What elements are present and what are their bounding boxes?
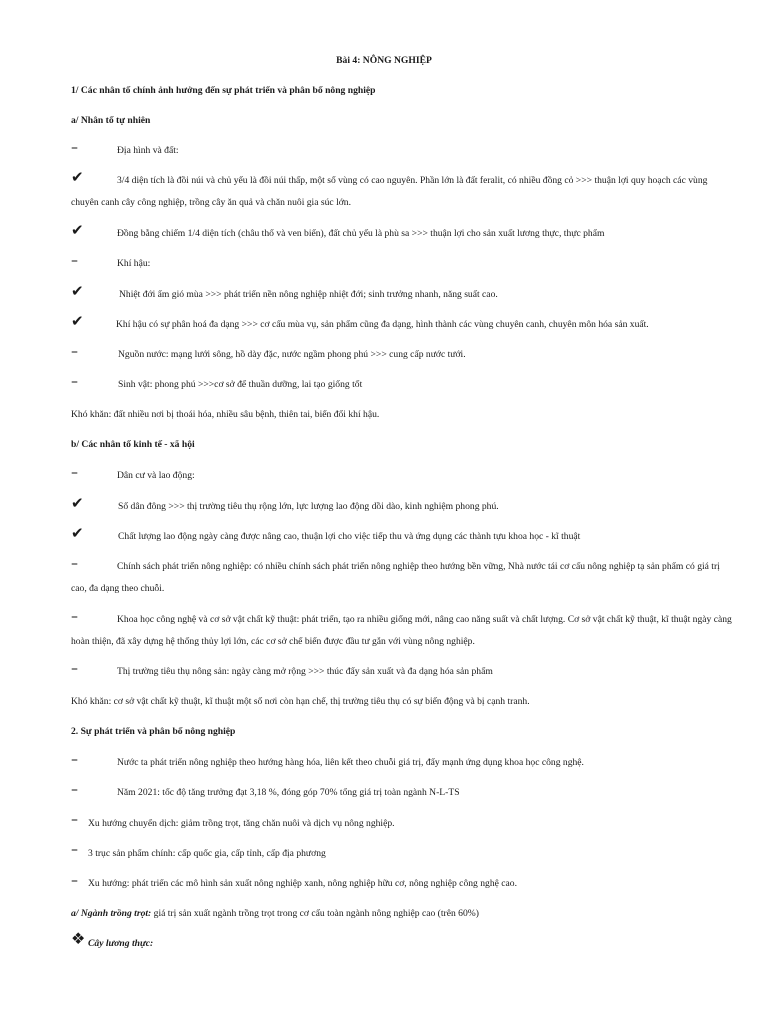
dash-bullet-icon: – — [71, 782, 78, 798]
subsection-a-heading: a/ Nhân tố tự nhiên — [71, 115, 151, 126]
dash-bullet-icon: – — [71, 873, 78, 889]
checkmark-bullet-icon: ✔ — [71, 524, 84, 542]
dash-bullet-icon: – — [71, 812, 78, 828]
list-item: Chính sách phát triển nông nghiệp: có nhiều chính sách phát triển nông nghiệp theo hướng bền vững, Nhà nước tái cơ cấu nông nghiệp tạ sản phẩm có giá trị — [117, 561, 720, 572]
dash-bullet-icon: – — [71, 465, 78, 481]
difficulty-note: Khó khăn: đất nhiều nơi bị thoái hóa, nhiều sâu bệnh, thiên tai, biến đổi khí hậu. — [71, 409, 380, 420]
dash-bullet-icon: – — [71, 842, 78, 858]
section-2-heading: 2. Sự phát triển và phân bố nông nghiệp — [71, 726, 236, 737]
checkmark-bullet-icon: ✔ — [71, 494, 84, 512]
list-item: Chất lượng lao động ngày càng được nâng cao, thuận lợi cho việc tiếp thu và ứng dụng các thành tựu khoa học - kĩ thuật — [118, 531, 581, 542]
list-item: Nguồn nước: mạng lưới sông, hồ dày đặc, nước ngầm phong phú >>> cung cấp nước tưới. — [118, 349, 466, 360]
crop-category-label: Cây lương thực: — [88, 938, 154, 949]
section-1-heading: 1/ Các nhân tố chính ảnh hưởng đến sự phát triển và phân bố nông nghiệp — [71, 85, 376, 96]
checkmark-bullet-icon: ✔ — [71, 168, 84, 186]
dash-bullet-icon: – — [71, 140, 78, 156]
crop-sector-text: giá trị sản xuất ngành trồng trọt trong cơ cấu toàn ngành nông nghiệp cao (trên 60%) — [151, 908, 479, 919]
list-item: Thị trường tiêu thụ nông sản: ngày càng mở rộng >>> thúc đẩy sản xuất và đa dạng hóa sản phẩm — [117, 666, 493, 677]
list-item: Nước ta phát triển nông nghiệp theo hướng hàng hóa, liên kết theo chuỗi giá trị, đẩy mạnh ứng dụng khoa học công nghệ. — [117, 757, 584, 768]
list-item-continuation: cao, đa dạng theo chuỗi. — [71, 583, 165, 594]
dash-bullet-icon: – — [71, 253, 78, 269]
list-item: Sinh vật: phong phú >>>cơ sở để thuần dưỡng, lai tạo giống tốt — [118, 379, 363, 390]
dash-bullet-icon: – — [71, 609, 78, 625]
dash-bullet-icon: – — [71, 661, 78, 677]
crop-sector-line — [71, 908, 722, 920]
dash-bullet-icon: – — [71, 344, 78, 360]
list-item: Khoa học công nghệ và cơ sở vật chất kỹ thuật: phát triển, tạo ra nhiều giống mới, nâng cao năng suất và chất lượng. Cơ sở vật chất kỹ thuật, kĩ thuật ngày càng — [117, 614, 732, 625]
dash-bullet-icon: – — [71, 752, 78, 768]
checkmark-bullet-icon: ✔ — [71, 221, 84, 239]
list-item: Nhiệt đới ẩm gió mùa >>> phát triển nền nông nghiệp nhiệt đới; sinh trưởng nhanh, năng suất cao. — [119, 289, 498, 300]
list-item: Xu hướng: phát triển các mô hình sản xuất nông nghiệp xanh, nông nghiệp hữu cơ, nông nghiệp công nghệ cao. — [88, 878, 517, 889]
list-item: 3/4 diện tích là đồi núi và chủ yếu là đồi núi thấp, một số vùng có cao nguyên. Phần lớn là đất feralit, có nhiều đồng cỏ >>> thuận lợi quy hoạch các vùng — [117, 175, 708, 186]
diamond-bullet-icon: ❖ — [71, 929, 86, 948]
dash-bullet-icon: – — [71, 556, 78, 572]
difficulty-note: Khó khăn: cơ sở vật chất kỹ thuật, kĩ thuật một số nơi còn hạn chế, thị trường tiêu thụ có sự biến động và bị cạnh tranh. — [71, 696, 530, 707]
dash-bullet-icon: – — [71, 374, 78, 390]
page-title: Bài 4: NÔNG NGHIỆP — [336, 55, 432, 66]
list-item-continuation: hoàn thiện, đã xây dựng hệ thống thủy lợi lớn, các cơ sở chế biến được đầu tư gắn với vùng nông nghiệp. — [71, 636, 475, 647]
list-item: Số dân đông >>> thị trường tiêu thụ rộng lớn, lực lượng lao động dồi dào, kinh nghiệm phong phú. — [118, 501, 499, 512]
checkmark-bullet-icon: ✔ — [71, 312, 84, 330]
list-item: Khí hậu có sự phân hoá đa dạng >>> cơ cấu mùa vụ, sản phẩm cũng đa dạng, hình thành các vùng chuyên canh, chuyên môn hóa sản xuất. — [116, 319, 649, 330]
list-item: Xu hướng chuyển dịch: giảm trồng trọt, tăng chăn nuôi và dịch vụ nông nghiệp. — [88, 818, 395, 829]
subsection-b-heading: b/ Các nhân tố kinh tế - xã hội — [71, 439, 195, 450]
list-item: 3 trục sản phẩm chính: cấp quốc gia, cấp tỉnh, cấp địa phương — [88, 848, 326, 859]
list-item: Năm 2021: tốc độ tăng trưởng đạt 3,18 %, đóng góp 70% tổng giá trị toàn ngành N-L-TS — [117, 787, 460, 798]
list-item: Địa hình và đất: — [117, 145, 179, 156]
crop-sector-label: a/ Ngành trồng trọt: — [71, 908, 152, 919]
checkmark-bullet-icon: ✔ — [71, 282, 84, 300]
list-item: Đồng bằng chiếm 1/4 diện tích (châu thổ và ven biển), đất chủ yếu là phù sa >>> thuận lợi cho sản xuất lương thực, thực phẩm — [117, 228, 605, 239]
list-item: Khí hậu: — [117, 258, 151, 269]
list-item: Dân cư và lao động: — [117, 470, 195, 481]
list-item-continuation: chuyên canh cây công nghiệp, trồng cây ăn quả và chăn nuôi gia súc lớn. — [71, 197, 351, 208]
